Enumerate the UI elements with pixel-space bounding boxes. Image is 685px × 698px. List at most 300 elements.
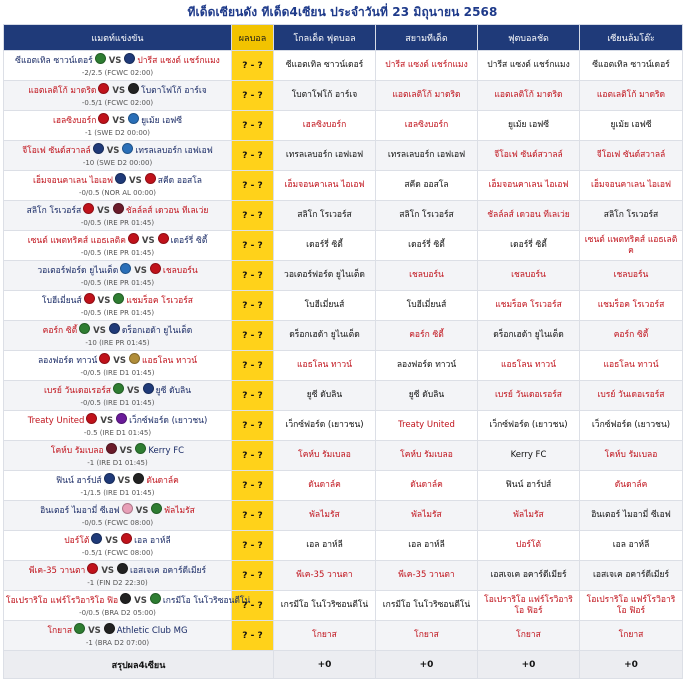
match-odds-info: -10 (IRE PR 01:45) [85, 339, 150, 347]
prediction-pick: เชลบอร์น [613, 270, 649, 280]
home-team[interactable]: คอร์ก ซิตี้ [42, 326, 78, 336]
prediction-cell [478, 321, 580, 351]
match-odds-info: -0/0.5 (FCWC 08:00) [81, 519, 154, 527]
prediction-cell [580, 381, 683, 411]
match-result: ? - ? [232, 411, 274, 441]
prediction-cell [274, 171, 376, 201]
away-team-logo-icon [145, 173, 156, 184]
prediction-cell [580, 621, 683, 651]
prediction-cell [580, 531, 683, 561]
vs-label: VS [100, 416, 114, 426]
match-odds-info: -0/0.5 (IRE PR 01:45) [80, 279, 155, 287]
match-teams [6, 173, 229, 188]
vs-label: VS [117, 476, 131, 486]
prediction-cell [478, 231, 580, 261]
table-row [4, 81, 683, 111]
prediction-pick: สลิโก โรเวอร์ส [297, 210, 352, 220]
prediction-pick: ฟินน์ ฮาร์ปส์ [505, 480, 552, 490]
match-odds-info: -1 (SWE D2 00:00) [85, 129, 150, 137]
away-team[interactable]: ยูซี ดับลิน [155, 386, 192, 396]
match-cell [4, 111, 232, 141]
prediction-pick: เซนต์ แพตทริคส์ แอธเลติค [584, 234, 678, 256]
prediction-pick: เอสเจเค อคาร์ดีเมียร์ [490, 570, 567, 580]
prediction-cell [478, 351, 580, 381]
match-odds-info: -0.5 (IRE D1 01:45) [83, 429, 152, 437]
prediction-cell [478, 111, 580, 141]
prediction-cell [478, 441, 580, 471]
match-teams [6, 533, 229, 548]
prediction-pick: เกรมีโอ โนโวริซอนตีโน่ [382, 600, 471, 610]
prediction-pick: ยูเม้ย เอฟซี [610, 120, 652, 130]
summary-row [4, 651, 683, 679]
home-team[interactable]: เฮลซิงบอร์ก [52, 116, 97, 126]
prediction-pick: ซีแอตเทิล ซาวน์เดอร์ [285, 60, 364, 70]
prediction-cell [580, 111, 683, 141]
prediction-pick: โบฮีเมี่ยนส์ [304, 300, 345, 310]
match-cell [4, 621, 232, 651]
prediction-pick: แอธโลน ทาวน์ [603, 360, 659, 370]
away-team-logo-icon [117, 563, 128, 574]
prediction-cell [274, 201, 376, 231]
match-cell [4, 531, 232, 561]
table-row [4, 261, 683, 291]
home-team[interactable]: ปอร์โต้ [64, 536, 90, 546]
away-team-logo-icon [121, 533, 132, 544]
away-team[interactable]: เอสเจเค อคาร์ดีเมียร์ [130, 566, 207, 576]
match-result: ? - ? [232, 621, 274, 651]
prediction-pick: เอล อาห์ลี [408, 540, 445, 550]
away-team[interactable]: แอธโลน ทาวน์ [142, 356, 198, 366]
home-team[interactable]: โอเปราริโอ แฟร์โรวิอาริโอ ฟิอ [6, 596, 119, 606]
match-teams [6, 323, 229, 338]
prediction-pick: ซีแอตเทิล ซาวน์เดอร์ [592, 60, 670, 70]
away-team-logo-icon [113, 293, 124, 304]
match-cell [4, 51, 232, 81]
prediction-pick: จีโอเฟ ซันด์สวาลล์ [596, 150, 666, 160]
prediction-cell [376, 501, 478, 531]
match-result: ? - ? [232, 531, 274, 561]
prediction-cell [478, 171, 580, 201]
match-result: ? - ? [232, 441, 274, 471]
prediction-cell [376, 441, 478, 471]
prediction-pick: เฮ็มจอนคาเลน ไอเอฟ [488, 180, 569, 190]
vs-label: VS [134, 266, 147, 276]
prediction-pick: ดันดาล์ค [410, 480, 443, 490]
prediction-cell [376, 201, 478, 231]
away-team-logo-icon [128, 83, 139, 94]
summary-value: +0 [376, 651, 478, 679]
away-team[interactable]: ปารีส แซงต์ แชร์กแมง [137, 56, 220, 66]
home-team[interactable]: พีเค-35 วานตา [28, 566, 86, 576]
match-teams [6, 563, 229, 578]
away-team[interactable]: เทรลเลบอร์ก เอฟเอฟ [135, 146, 213, 156]
match-result: ? - ? [232, 81, 274, 111]
match-cell [4, 441, 232, 471]
away-team[interactable]: พัลไมรัส [164, 506, 195, 516]
home-team-logo-icon [104, 473, 115, 484]
home-team-logo-icon [83, 203, 94, 214]
match-teams [6, 83, 229, 98]
prediction-pick: เทรลเลบอร์ก เอฟเอฟ [285, 150, 364, 160]
match-result: ? - ? [232, 141, 274, 171]
home-team[interactable]: เซนต์ แพตทริคส์ แอธเลติค [27, 236, 126, 246]
prediction-pick: โกยาส [618, 630, 644, 640]
vs-label: VS [97, 296, 111, 306]
match-teams [6, 383, 229, 398]
prediction-pick: ดร็อกเฮด้า ยูไนเต็ด [493, 330, 564, 340]
header-tipster-1: โกลเด็ด ฟุตบอล [274, 25, 376, 51]
vs-label: VS [93, 326, 106, 336]
prediction-cell [274, 261, 376, 291]
match-result: ? - ? [232, 471, 274, 501]
away-team-logo-icon [113, 203, 124, 214]
header-tipster-2: สยามทีเด็ด [376, 25, 478, 51]
prediction-pick: เดอร์รี่ ซิตี้ [510, 240, 547, 250]
prediction-cell [580, 171, 683, 201]
vs-label: VS [97, 206, 110, 216]
prediction-pick: โบตาโฟโก้ อาร์เจ [291, 90, 358, 100]
prediction-cell [274, 291, 376, 321]
prediction-cell [376, 471, 478, 501]
table-row [4, 441, 683, 471]
prediction-pick: Treaty United [398, 420, 455, 430]
away-team-logo-icon [104, 623, 115, 634]
header-match: แมตท์แข่งขัน [4, 25, 232, 51]
table-row [4, 531, 683, 561]
prediction-cell [376, 81, 478, 111]
away-team[interactable]: เอล อาห์ลี [134, 536, 171, 546]
match-teams [6, 413, 229, 428]
match-result: ? - ? [232, 591, 274, 621]
prediction-cell [580, 231, 683, 261]
away-team-logo-icon [150, 263, 161, 274]
header-tipster-3: ฟุตบอลชัด [478, 25, 580, 51]
prediction-cell [478, 621, 580, 651]
away-team-logo-icon [135, 443, 146, 454]
away-team[interactable]: Kerry FC [148, 446, 185, 456]
home-team[interactable]: อินเตอร์ ไมอามี่ ซีเอฟ [40, 506, 120, 516]
prediction-pick: แอตเลติโก้ มาดริด [494, 90, 563, 100]
table-row [4, 411, 683, 441]
prediction-pick: ลองฟอร์ด ทาวน์ [396, 360, 457, 370]
prediction-cell [478, 261, 580, 291]
prediction-cell [274, 411, 376, 441]
table-row [4, 231, 683, 261]
table-row [4, 321, 683, 351]
match-odds-info: -1/1.5 (IRE D1 01:45) [80, 489, 155, 497]
prediction-cell [376, 321, 478, 351]
prediction-cell [376, 261, 478, 291]
prediction-cell [376, 351, 478, 381]
away-team[interactable]: โบตาโฟโก้ อาร์เจ [141, 86, 207, 96]
prediction-cell [580, 261, 683, 291]
match-teams [6, 623, 229, 638]
match-cell [4, 561, 232, 591]
away-team-logo-icon [129, 353, 140, 364]
match-cell [4, 171, 232, 201]
prediction-pick: แอธโลน ทาวน์ [296, 360, 353, 370]
prediction-cell [580, 441, 683, 471]
table-row [4, 51, 683, 81]
prediction-pick: จีโอเฟ ซันด์สวาลล์ [494, 150, 563, 160]
prediction-cell [478, 291, 580, 321]
away-team[interactable]: ดร็อกเฮด้า ยูไนเต็ด [121, 326, 193, 336]
match-cell [4, 261, 232, 291]
match-teams [6, 473, 229, 488]
match-result: ? - ? [232, 261, 274, 291]
prediction-pick: เฮลซิงบอร์ก [404, 120, 449, 130]
table-row [4, 621, 683, 651]
home-team-logo-icon [93, 143, 104, 154]
vs-label: VS [105, 536, 119, 546]
prediction-pick: เบรย์ วันเดอเรอร์ส [495, 390, 562, 400]
home-team[interactable]: เบรย์ วันเดอเรอร์ส [43, 386, 111, 396]
prediction-pick: พัลไมรัส [411, 510, 442, 520]
prediction-cell [376, 621, 478, 651]
match-teams [6, 503, 229, 518]
prediction-cell [274, 321, 376, 351]
prediction-cell [274, 381, 376, 411]
prediction-pick: เอล อาห์ลี [306, 540, 343, 550]
match-cell [4, 411, 232, 441]
summary-label: สรุปผล4เซียน [4, 651, 274, 679]
prediction-cell [580, 561, 683, 591]
match-teams [6, 113, 229, 128]
home-team[interactable]: โคห์บ รัมเบลอ [50, 446, 104, 456]
away-team[interactable]: เกรมีโอ โนโวริซอนตีโน่ [162, 596, 251, 606]
prediction-cell [580, 321, 683, 351]
table-row [4, 471, 683, 501]
home-team[interactable]: สลิโก โรเวอร์ส [26, 206, 82, 216]
vs-label: VS [88, 626, 101, 636]
prediction-pick: เว็กซ์ฟอร์ด (เยาวชน) [489, 420, 568, 430]
prediction-cell [580, 81, 683, 111]
away-team[interactable]: เดอร์รี่ ซิตี้ [170, 236, 208, 246]
prediction-cell [274, 441, 376, 471]
prediction-cell [478, 201, 580, 231]
prediction-cell [580, 471, 683, 501]
prediction-pick: เอล อาห์ลี [612, 540, 650, 550]
vs-label: VS [141, 236, 155, 246]
match-result: ? - ? [232, 111, 274, 141]
home-team[interactable]: เฮ็มจอนคาเลน ไอเอฟ [32, 176, 114, 186]
prediction-cell [376, 411, 478, 441]
home-team[interactable]: ซีแอตเทิล ซาวน์เดอร์ [15, 56, 93, 66]
prediction-cell [580, 351, 683, 381]
prediction-pick: เดอร์รี่ ซิตี้ [306, 240, 343, 250]
prediction-cell [274, 621, 376, 651]
prediction-cell [274, 111, 376, 141]
vs-label: VS [106, 146, 120, 156]
prediction-pick: เบรย์ วันเดอเรอร์ส [597, 390, 665, 400]
prediction-pick: ปารีส แซงต์ แชร์กแมง [487, 60, 570, 70]
match-result: ? - ? [232, 201, 274, 231]
prediction-pick: ดันดาล์ค [614, 480, 648, 490]
match-cell [4, 81, 232, 111]
match-result: ? - ? [232, 381, 274, 411]
match-result: ? - ? [232, 561, 274, 591]
prediction-cell [580, 501, 683, 531]
prediction-cell [478, 51, 580, 81]
prediction-pick: โบฮีเมี่ยนส์ [406, 300, 447, 310]
table-row [4, 351, 683, 381]
table-row [4, 171, 683, 201]
vs-label: VS [101, 566, 115, 576]
away-team-logo-icon [122, 143, 133, 154]
prediction-pick: ปอร์โต้ [515, 540, 542, 550]
prediction-cell [274, 231, 376, 261]
away-team[interactable]: ยูเม้ย เอฟซี [141, 116, 183, 126]
summary-value: +0 [274, 651, 376, 679]
match-cell [4, 141, 232, 171]
away-team[interactable]: Athletic Club MG [116, 626, 188, 636]
prediction-cell [478, 411, 580, 441]
match-result: ? - ? [232, 51, 274, 81]
prediction-pick: โคห์บ รัมเบลอ [604, 450, 658, 460]
home-team-logo-icon [86, 413, 97, 424]
away-team-logo-icon [158, 233, 169, 244]
vs-label: VS [112, 86, 126, 96]
prediction-cell [580, 591, 683, 621]
match-cell [4, 201, 232, 231]
prediction-cell [376, 591, 478, 621]
match-teams [6, 53, 229, 68]
away-team[interactable]: ดันดาล์ค [146, 476, 179, 486]
match-odds-info: -0/0.5 (BRA D2 05:00) [79, 609, 156, 617]
away-team[interactable]: สคีด ออสโล [157, 176, 203, 186]
prediction-pick: คอร์ก ซิตี้ [409, 330, 444, 340]
match-cell [4, 231, 232, 261]
vs-label: VS [126, 386, 140, 396]
prediction-pick: เฮลซิงบอร์ก [302, 120, 347, 130]
home-team-logo-icon [95, 53, 106, 64]
prediction-pick: โอเปราริโอ แฟร์โรวิอาริโอ ฟิอร์ [586, 594, 676, 616]
match-result: ? - ? [232, 171, 274, 201]
away-team[interactable]: ชัลล์ลส์ เดวอน ทีเลเว่ย [125, 206, 209, 216]
prediction-pick: แอตเลติโก้ มาดริด [392, 90, 461, 100]
away-team[interactable]: เว็กซ์ฟอร์ด (เยาวชน) [129, 416, 208, 426]
prediction-pick: ยูเม้ย เอฟซี [508, 120, 549, 130]
match-teams [6, 233, 229, 248]
match-result: ? - ? [232, 321, 274, 351]
away-team-logo-icon [109, 323, 120, 334]
prediction-pick: โอเปราริโอ แฟร์โรวิอาริโอ ฟิอร์ [484, 594, 573, 616]
match-odds-info: -0/0.5 (IRE PR 01:45) [80, 219, 155, 227]
prediction-cell [274, 141, 376, 171]
prediction-cell [274, 351, 376, 381]
match-teams [6, 143, 229, 158]
prediction-cell [274, 591, 376, 621]
match-odds-info: -1 (FIN D2 22:30) [87, 579, 148, 587]
prediction-cell [580, 201, 683, 231]
match-teams [6, 443, 229, 458]
away-team-logo-icon [124, 53, 135, 64]
prediction-pick: แอธโลน ทาวน์ [500, 360, 557, 370]
prediction-cell [376, 111, 478, 141]
home-team-logo-icon [113, 383, 124, 394]
home-team-logo-icon [115, 173, 126, 184]
prediction-cell [376, 171, 478, 201]
table-header-row [4, 25, 683, 51]
home-team-logo-icon [84, 293, 95, 304]
prediction-pick: อินเตอร์ ไมอามี่ ซีเอฟ [591, 510, 671, 520]
page-title: ทีเด็ดเซียนดัง ทีเด็ด4เซียน ประจำวันที่ 23 มิถุนายน 2568 [187, 5, 498, 19]
prediction-pick: เทรลเลบอร์ก เอฟเอฟ [387, 150, 466, 160]
prediction-cell [478, 501, 580, 531]
home-team[interactable]: จีโอเฟ ซันด์สวาลล์ [22, 146, 91, 156]
vs-label: VS [135, 506, 149, 516]
home-team[interactable]: ลองฟอร์ด ทาวน์ [37, 356, 98, 366]
match-odds-info: -0.5/1 (FCWC 02:00) [81, 99, 154, 107]
prediction-cell [478, 531, 580, 561]
prediction-pick: ยูซี ดับลิน [408, 390, 445, 400]
match-result: ? - ? [232, 231, 274, 261]
home-team-logo-icon [98, 113, 109, 124]
home-team-logo-icon [98, 83, 109, 94]
home-team[interactable]: ฟินน์ ฮาร์ปส์ [56, 476, 102, 486]
prediction-cell [376, 141, 478, 171]
prediction-pick: ชัลล์ลส์ เดวอน ทีเลเว่ย [487, 210, 570, 220]
prediction-pick: แชมร็อค โรเวอร์ส [597, 300, 665, 310]
match-odds-info: -1 (BRA D2 07:00) [85, 639, 150, 647]
prediction-pick: โคห์บ รัมเบลอ [298, 450, 351, 460]
match-teams [6, 353, 229, 368]
prediction-cell [478, 471, 580, 501]
prediction-cell [376, 531, 478, 561]
prediction-cell [376, 291, 478, 321]
away-team[interactable]: เชลบอร์น [162, 266, 198, 276]
table-row [4, 561, 683, 591]
home-team-logo-icon [106, 443, 117, 454]
home-team-logo-icon [74, 623, 85, 634]
vs-label: VS [119, 446, 133, 456]
home-team[interactable]: โบฮีเมี่ยนส์ [42, 296, 82, 306]
prediction-pick: โกยาส [516, 630, 541, 640]
prediction-pick: โกยาส [312, 630, 337, 640]
table-row [4, 201, 683, 231]
prediction-pick: ปารีส แซงต์ แชร์กแมง [385, 60, 468, 70]
table-row [4, 111, 683, 141]
prediction-pick: เอสเจเค อคาร์ดีเมียร์ [592, 570, 670, 580]
away-team-logo-icon [150, 593, 161, 604]
home-team-logo-icon [120, 593, 131, 604]
vs-label: VS [129, 176, 142, 186]
prediction-cell [274, 561, 376, 591]
prediction-pick: ดร็อกเฮด้า ยูไนเต็ด [289, 330, 360, 340]
home-team-logo-icon [87, 563, 98, 574]
header-tipster-4: เซียนล้มโต๊ะ [580, 25, 683, 51]
vs-label: VS [134, 596, 147, 606]
match-teams [6, 263, 229, 278]
match-result: ? - ? [232, 291, 274, 321]
home-team[interactable]: โกยาส [47, 626, 73, 636]
away-team-logo-icon [151, 503, 162, 514]
prediction-cell [376, 51, 478, 81]
home-team[interactable]: วอเตอร์ฟอร์ด ยูไนเต็ด [37, 266, 119, 276]
home-team[interactable]: Treaty United [27, 416, 85, 426]
away-team-logo-icon [133, 473, 144, 484]
match-cell [4, 381, 232, 411]
prediction-pick: เดอร์รี่ ซิตี้ [408, 240, 445, 250]
match-teams [6, 293, 229, 308]
home-team[interactable]: แอตเลติโก้ มาดริด [28, 86, 97, 96]
prediction-cell [376, 561, 478, 591]
prediction-pick: เว็กซ์ฟอร์ด (เยาวชน) [285, 420, 364, 430]
away-team[interactable]: แชมร็อค โรเวอร์ส [126, 296, 193, 306]
prediction-cell [274, 81, 376, 111]
match-odds-info: -0/0.5 (IRE D1 01:45) [80, 399, 155, 407]
match-odds-info: -0/0.5 (NOR AL 00:00) [78, 189, 157, 197]
